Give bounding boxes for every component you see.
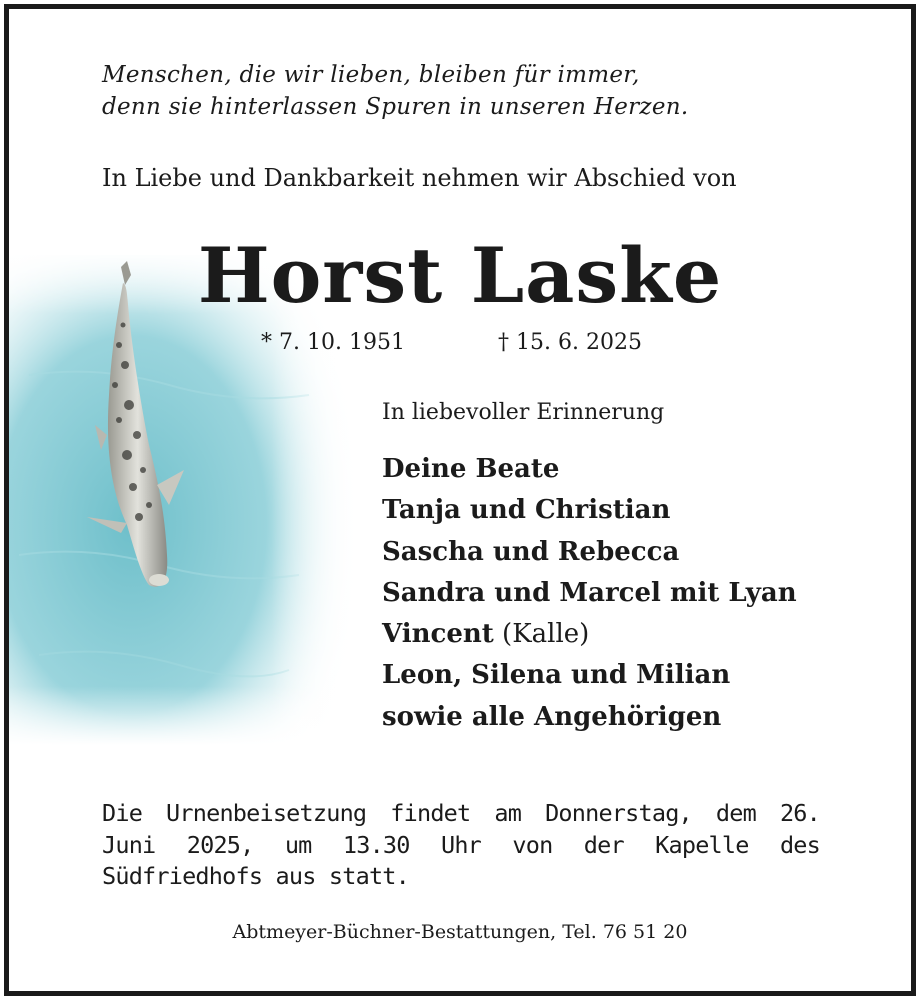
- mourner-line: [382, 697, 797, 738]
- poem-line-1: Menschen, die wir lieben, bleiben für immer,: [102, 62, 640, 88]
- obituary-notice: [4, 4, 916, 996]
- mourner-extra: (Kalle): [493, 619, 590, 650]
- mourner-line: [382, 449, 797, 490]
- mourner-line: [382, 573, 797, 614]
- poem-line-2: denn sie hinterlassen Spuren in unseren Herzen.: [102, 94, 689, 120]
- mourner-line: [382, 655, 797, 696]
- mourner-name: Leon, Silena und Milian: [382, 660, 731, 691]
- mourner-name: Sandra und Marcel mit Lyan: [382, 577, 797, 608]
- mourner-line: [382, 614, 797, 655]
- intro-line: In Liebe und Dankbarkeit nehmen wir Abschied von: [102, 164, 737, 192]
- death-date: † 15. 6. 2025: [498, 330, 642, 355]
- mourner-line: [382, 490, 797, 531]
- funeral-notice: Die Urnenbeisetzung findet am Donnerstag, dem 26. Juni 2025, um 13.30 Uhr von der Kapelle des Südfriedhofs aus statt.: [102, 799, 820, 890]
- koi-fish-image: [9, 255, 359, 745]
- mourner-name: Vincent: [382, 619, 494, 650]
- mourner-name: sowie alle Angehörigen: [382, 701, 722, 732]
- deceased-name: Horst Laske: [197, 231, 723, 320]
- mourner-name: Deine Beate: [382, 454, 560, 484]
- birth-date: * 7. 10. 1951: [261, 330, 405, 355]
- undertaker-contact: Abtmeyer-Büchner-Bestattungen, Tel. 76 51 20: [232, 921, 688, 943]
- mourners-list: [382, 449, 797, 738]
- mourner-line: [382, 532, 797, 573]
- mourner-name: Sascha und Rebecca: [382, 536, 680, 567]
- memory-line: In liebevoller Erinnerung: [382, 400, 665, 425]
- mourner-name: Tanja und Christian: [382, 495, 671, 526]
- poem: [102, 59, 688, 123]
